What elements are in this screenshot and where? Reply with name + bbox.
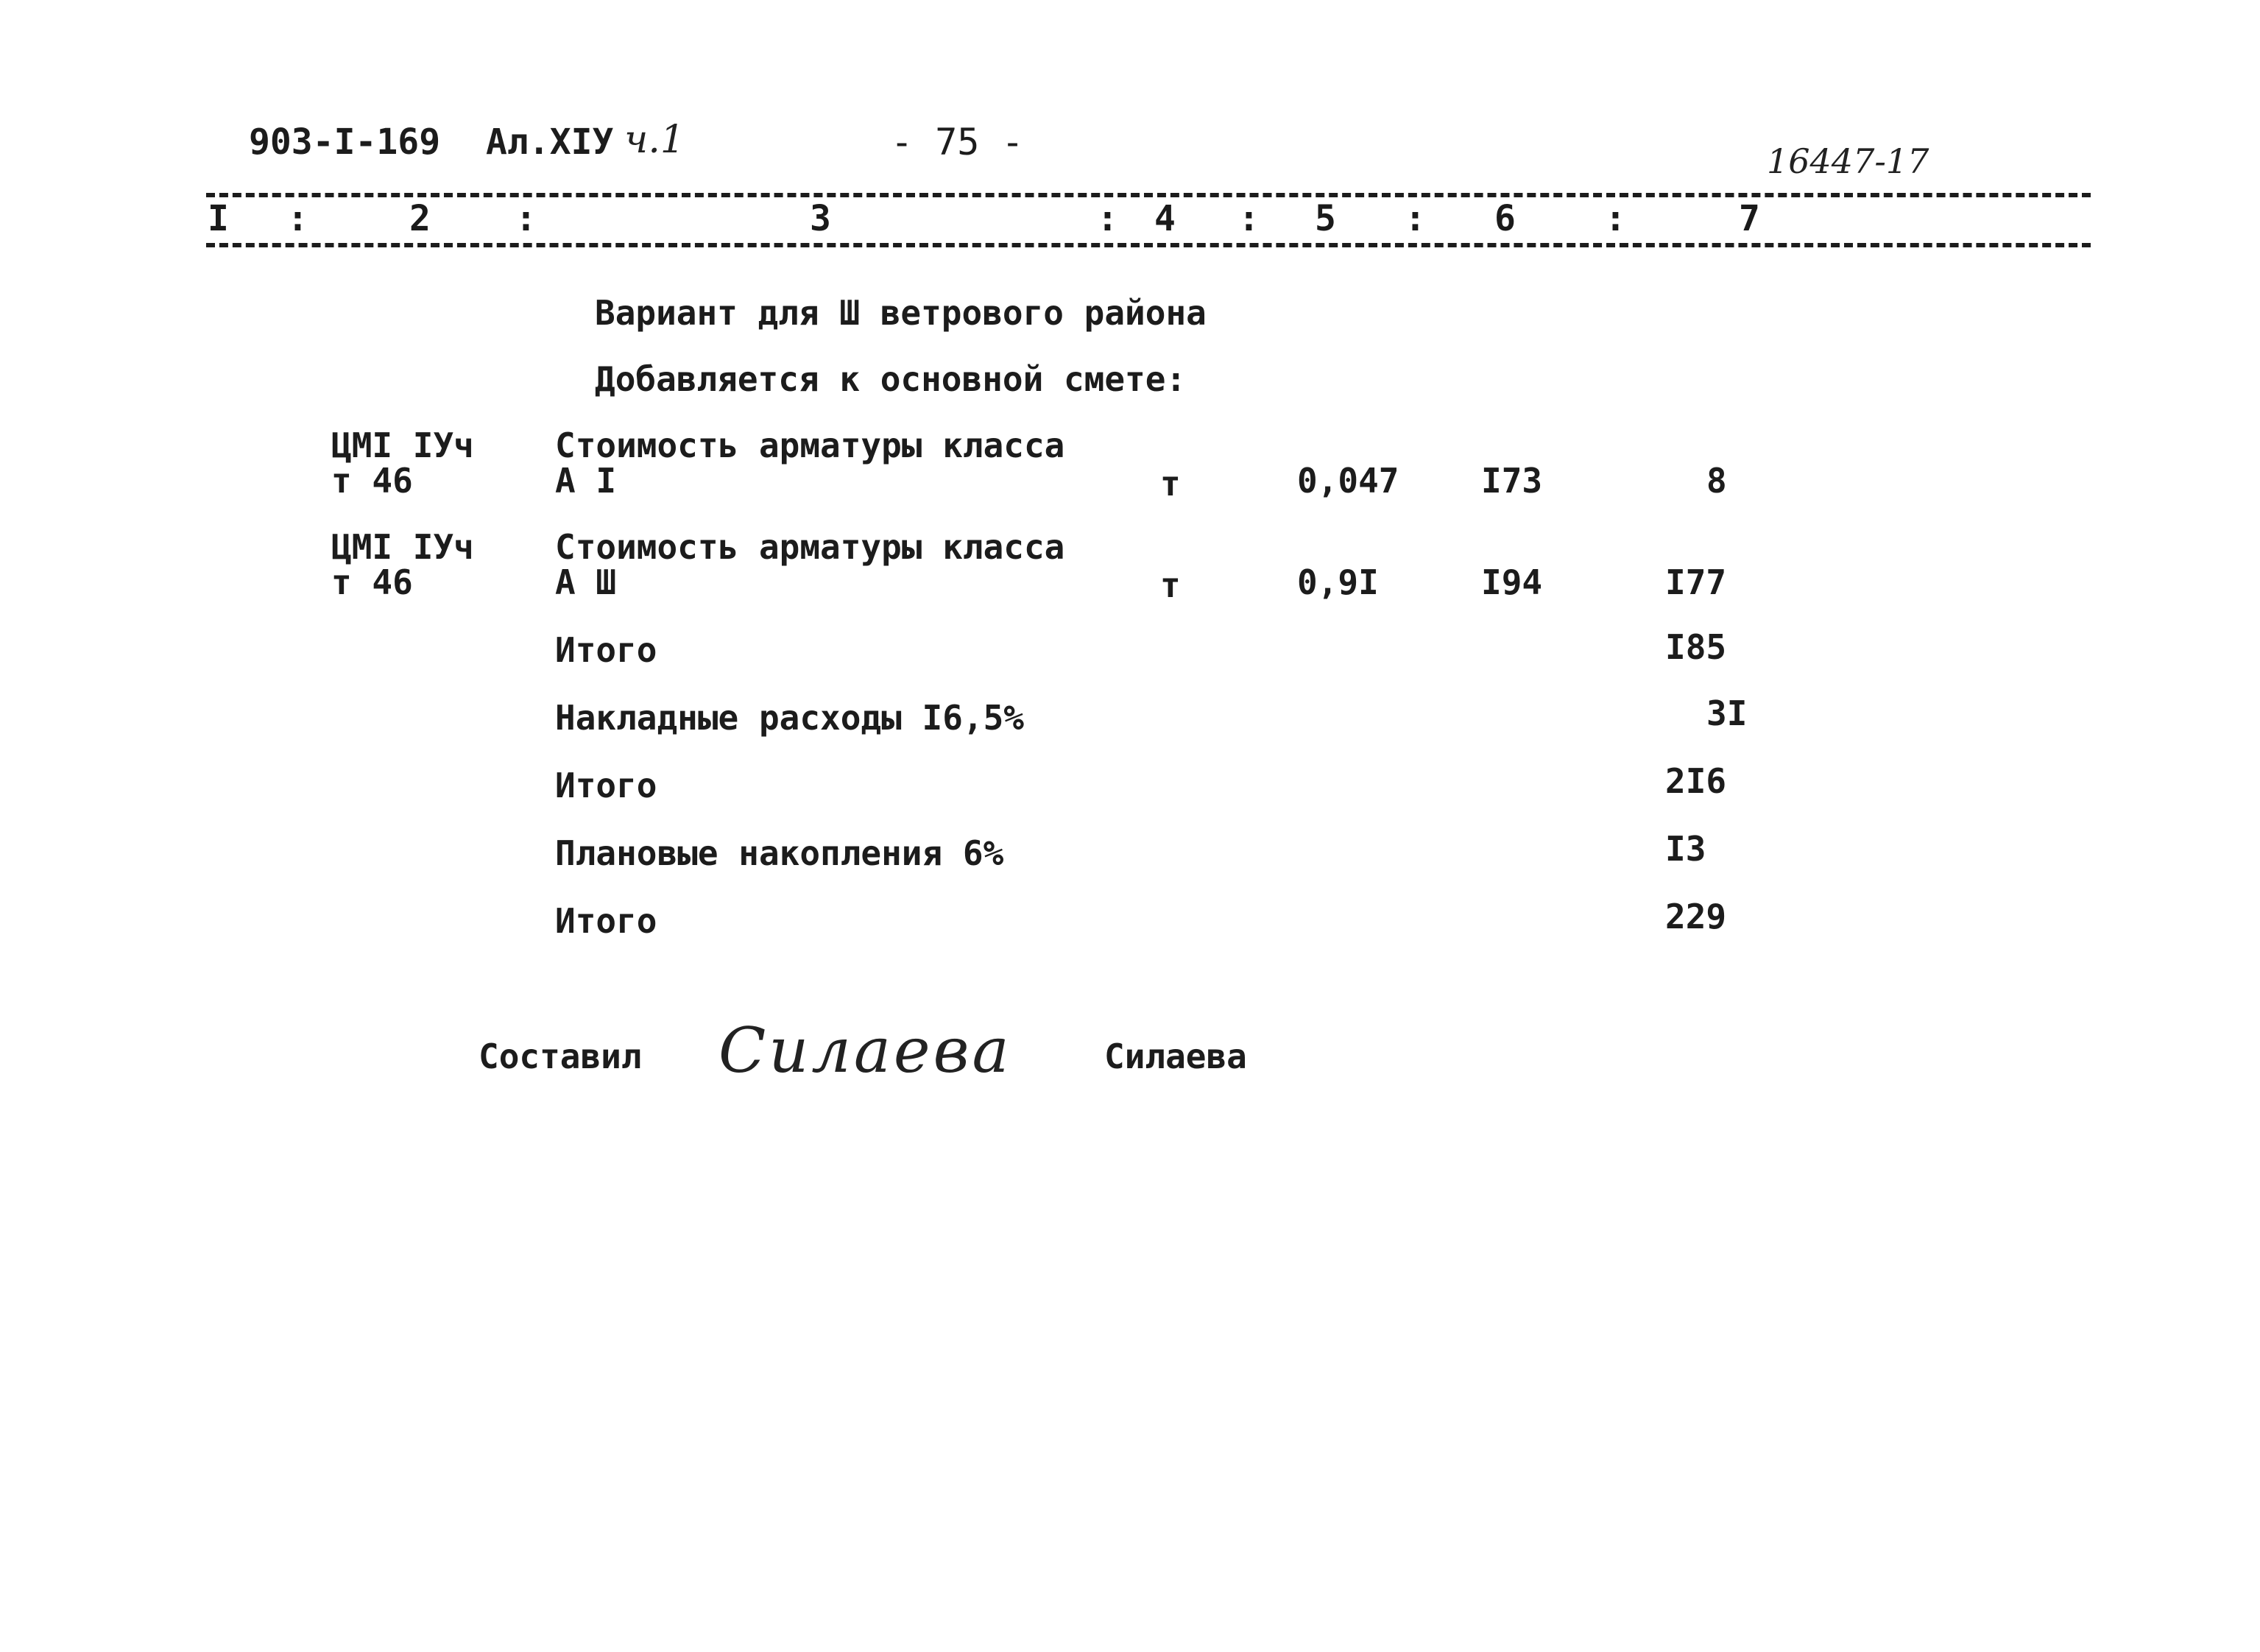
column-number: 2	[409, 198, 431, 239]
row-description: Стоимость арматуры класса	[555, 527, 1065, 567]
album-number: Ал.XIУ	[486, 121, 614, 163]
row-code-sub: т 46	[331, 562, 413, 602]
summary-value: 2I6	[1665, 761, 1727, 801]
column-separator: :	[1097, 198, 1118, 239]
summary-value: 3I	[1706, 693, 1748, 733]
row-total: 8	[1706, 461, 1727, 501]
handwritten-signature: Силаева	[718, 1014, 1012, 1087]
column-separator: :	[515, 198, 537, 239]
column-separator: :	[287, 198, 308, 239]
column-separator: :	[1238, 198, 1260, 239]
row-quantity: 0,047	[1297, 461, 1399, 501]
row-price: I73	[1481, 461, 1543, 501]
column-number: I	[208, 198, 229, 239]
document-code: 903-I-169	[249, 121, 441, 163]
column-number: 5	[1315, 198, 1336, 239]
part-number: ч.1	[624, 118, 685, 162]
summary-label: Итого	[555, 901, 657, 941]
signer-name: Силаева	[1104, 1037, 1247, 1076]
header-rule-bottom	[206, 243, 2091, 247]
column-separator: :	[1405, 198, 1426, 239]
summary-label: Накладные расходы I6,5%	[555, 698, 1024, 738]
summary-label: Итого	[555, 766, 657, 805]
row-price: I94	[1481, 562, 1543, 602]
summary-value: I3	[1665, 829, 1706, 869]
row-code: ЦМI IУч	[331, 426, 474, 465]
row-description-sub: А Ш	[555, 562, 617, 602]
summary-label: Итого	[555, 630, 657, 670]
column-separator: :	[1605, 198, 1626, 239]
row-unit: т	[1160, 565, 1181, 605]
summary-value: 229	[1665, 897, 1727, 936]
row-total: I77	[1665, 562, 1727, 602]
column-number: 7	[1739, 198, 1760, 239]
section-subtitle: Добавляется к основной смете:	[595, 359, 1187, 399]
row-description-sub: А I	[555, 461, 617, 501]
row-code: ЦМI IУч	[331, 527, 474, 567]
column-number: 3	[810, 198, 831, 239]
row-code-sub: т 46	[331, 461, 413, 501]
summary-value: I85	[1665, 627, 1727, 667]
row-description: Стоимость арматуры класса	[555, 426, 1065, 465]
signature-label: Составил	[479, 1037, 642, 1076]
summary-label: Плановые накопления 6%	[555, 833, 1004, 873]
archive-number: 16447-17	[1767, 141, 1929, 181]
section-title: Вариант для Ш ветрового района	[595, 293, 1207, 333]
header-rule-top	[206, 193, 2091, 197]
page-number: - 75 -	[891, 121, 1024, 163]
row-unit: т	[1160, 464, 1181, 504]
column-number: 6	[1494, 198, 1516, 239]
column-number: 4	[1154, 198, 1176, 239]
row-quantity: 0,9I	[1297, 562, 1379, 602]
